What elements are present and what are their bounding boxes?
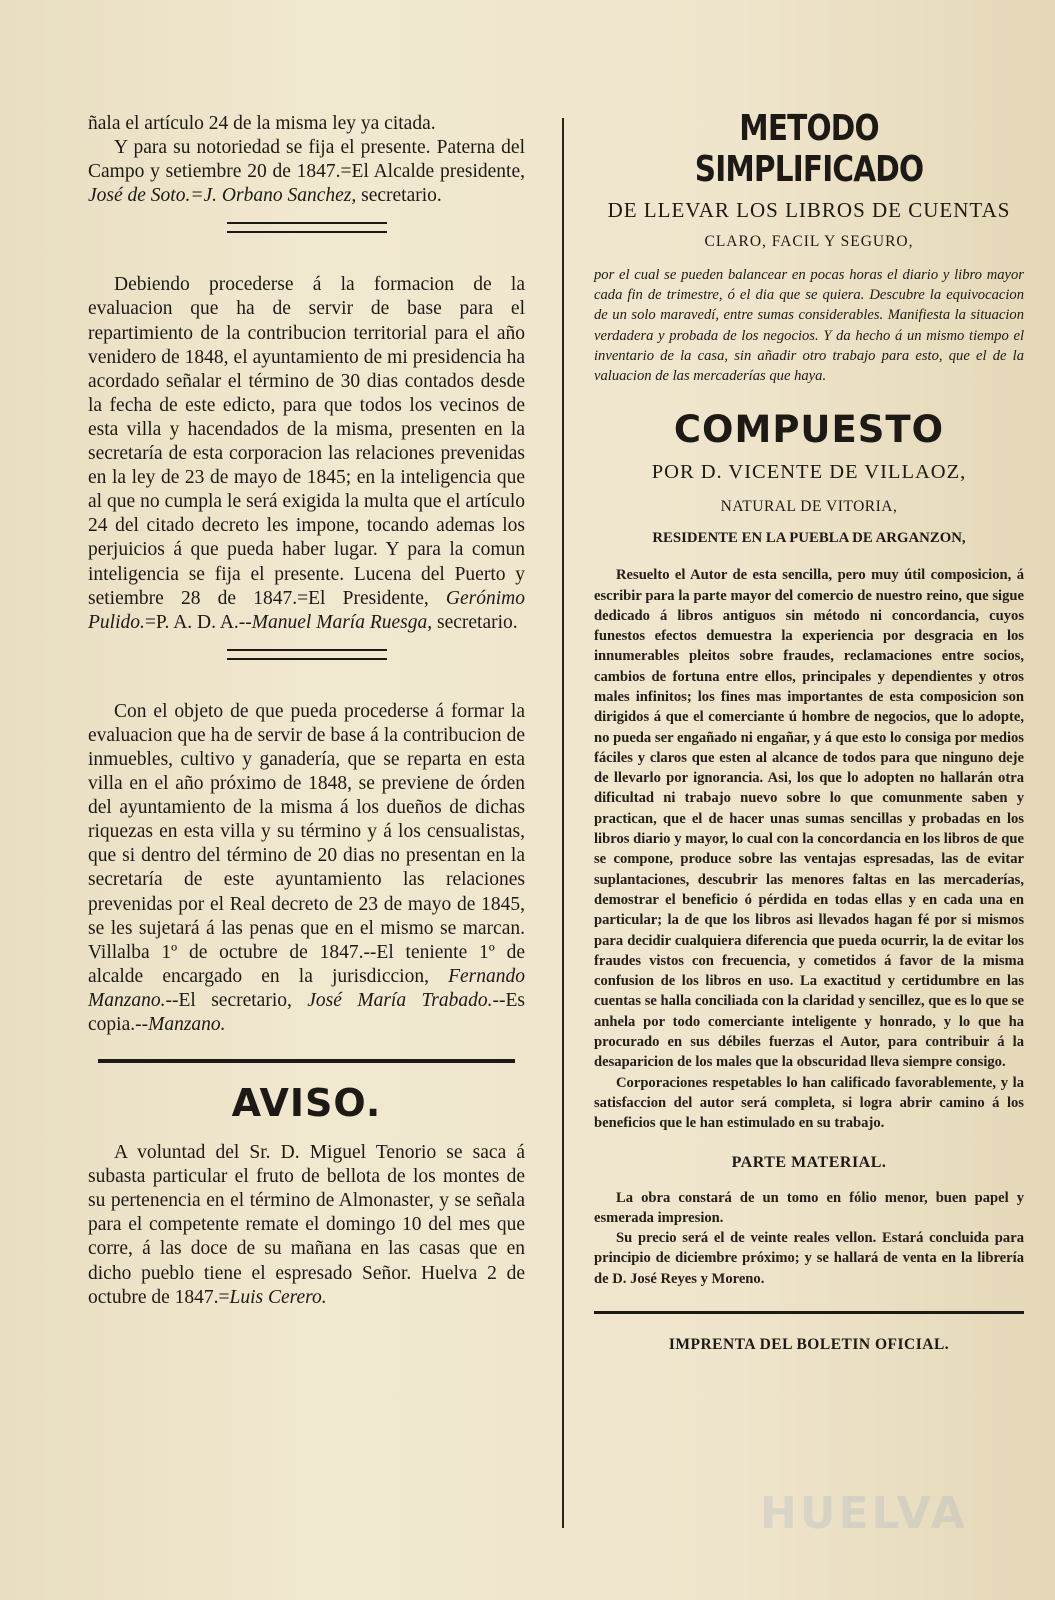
notice-text: secretario. (356, 185, 442, 207)
footer-divider (594, 1311, 1024, 1314)
notice-text: --Es copia.-- (88, 989, 525, 1035)
printer-imprint: IMPRENTA DEL BOLETIN OFICIAL. (668, 1336, 950, 1354)
notice-text: secretario. (432, 611, 518, 633)
left-column (88, 112, 525, 1310)
price-text: Su precio será el de veinte reales vellon. Estará concluida para principio de diciembre próximo; y se hallará de venta en la librería de D. José Reyes y Moreno. (594, 1230, 1024, 1287)
notice-text: Debiendo procederse á la formacion de la evaluacion que ha de servir de base para el repartimiento de la contribucion territorial para el año venidero de 1848, el ayuntamiento de mi presidencia ha acordado señalar el término de 30 dias contados desde la fecha de este edicto, para que todos los vecinos de esta villa y hacendados de la misma, presenten en la secretaría de esta corporacion las relaciones prevenidas en la ley de 23 de mayo de 1845; en la inteligencia que al que no cumpla le será exigida la multa que el artículo 24 del citado decreto les impone, tocando ademas los perjuicios á que pueda haber lugar. Y para la comun inteligencia se fija el presente. Lucena del Puerto y setiembre 28 de 1847.=El Presidente, (88, 274, 525, 609)
author-line: POR D. VICENTE DE VILLAOZ, (651, 461, 967, 484)
watermark: HUELVA (760, 1488, 968, 1539)
compuesto-heading: COMPUESTO (673, 408, 945, 452)
signatory-name: Manuel María Ruesga, (251, 611, 433, 633)
section-divider (227, 649, 387, 660)
advert-description: por el cual se pueden balancear en pocas horas el diario y libro mayor cada fin de trimestre, ó el dia que se quiera. Descubre la equivocacion de un solo maravedí, entre sumas considerables. Manifiesta la situacion verdadera y probada de los negocios. Y da hecho á un mismo tiempo el inventario de la casa, sin añadir otro trabajo para esto, que el de la valuacion de las mercaderías que haya. (594, 267, 1024, 385)
notice-text: --El secretario, (165, 989, 308, 1011)
advert-body-closing: Corporaciones respetables lo han calificado favorablemente, y la satisfaccion del autor será completa, si logra abrir camino á los beneficios que le han estimulado en su trabajo. (594, 1074, 1024, 1132)
signatory-name: Fernando Manzano. (88, 965, 525, 1011)
advert-title: METODO SIMPLIFICADO (694, 108, 924, 190)
signatory-name: Luis Cerero. (229, 1286, 327, 1308)
signatory-name: José de Soto.=J. Orbano Sanchez, (88, 185, 357, 207)
column-divider (562, 118, 564, 1528)
signatory-name: Manzano. (148, 1014, 226, 1035)
lucena-notice (88, 273, 525, 634)
advert-body: Resuelto el Autor de esta sencilla, pero muy útil composicion, á escribir para la parte mayor del comercio de nuestro reino, que sigue dedicado á libros antiguos sin método ni concordancia, cuyos funestos efectos demuestra la experiencia por desgracia en los innumerables pleitos sobre fraudes, reclamaciones entre socios, cambios de fortuna entre ellos, principales y dependientes y otros males infinitos; los fines mas importantes de esta composicion son dirigidos á que el comerciante ú hombre de negocios, que lo adopte, no pueda ser engañado ni engañar, y á que esto lo consiga por medios fáciles y claros que esten al alcance de todos para que ninguno deje de llevarlo por ignorancia. Asi, los que lo adopten no hallarán otra dificultad ni trabajo nuevo sobre lo que comunmente saben y practican, que el de hacer unas sumas sencillas y probadas en los libros diario y mayor, lo cual con la concordancia en los libros de que se compone, produce sobre las ventajas espresadas, las de evitar suplantaciones, descubrir las menores faltas en las mercaderías, demostrar el beneficio ó pérdida en todas ellas y en cada una en particular; la de que los libros asi llevados hagan fé por si mismos para decidir cualquiera diferencia que pueda ocurrir, la de evitar los fraudes vistos con frecuencia, y cometidos á favor de la misma confusion de los libros en uso. La exactitud y certidumbre en las cuentas se halla conciliada con la claridad y sencillez, que es lo que se anhela por todo comerciante inteligente y honrado, y lo que ha procurado en sus débiles fuerzas el Autor, para contribuir á la desaparicion de los males que la obscuridad lleva siempre consigo. (594, 567, 1024, 1071)
notice-text: Y para su notoriedad se fija el presente. Paterna del Campo y setiembre 20 de 1847.=El Alcalde presidente, (88, 137, 525, 183)
signatory-name: José María Trabado. (307, 989, 493, 1011)
parte-material-heading: PARTE MATERIAL. (731, 1153, 887, 1171)
author-origin: NATURAL DE VITORIA, (720, 498, 898, 516)
advert-subtitle: DE LLEVAR LOS LIBROS DE CUENTAS (607, 198, 1011, 222)
parte-material-text: La obra constará de un tomo en fólio menor, buen papel y esmerada impresion. (594, 1189, 1024, 1226)
right-column (594, 108, 1024, 1354)
author-residence: RESIDENTE EN LA PUEBLA DE ARGANZON, (652, 530, 966, 547)
aviso-text (88, 1141, 525, 1310)
aviso-heading: AVISO. (231, 1081, 382, 1126)
villalba-notice (88, 700, 525, 1037)
paragraph-continuation: ñala el artículo 24 de la misma ley ya citada. (88, 113, 436, 134)
advert-subtitle-secondary: CLARO, FACIL Y SEGURO, (704, 233, 914, 250)
paterna-notice (88, 136, 525, 208)
signatory-name: Gerónimo Pulido. (88, 587, 525, 633)
section-divider (227, 222, 387, 233)
notice-text: =P. A. D. A.-- (144, 611, 252, 633)
notice-text: Con el objeto de que pueda procederse á formar la evaluacion que ha de servir de base á la contribucion de inmuebles, cultivo y ganadería, que se reparta en esta villa en el año próximo de 1848, se previene de órden del ayuntamiento de la misma á los dueños de dichas riquezas en esta villa y su término y á los censualistas, que si dentro del término de 20 dias no presentan en la secretaría de este ayuntamiento las relaciones prevenidas por el Real decreto de 23 de mayo de 1845, se les sujetará á las penas que en el mismo se marcan. Villalba 1º de octubre de 1847.--El teniente 1º de alcalde encargado en la jurisdiccion, (88, 700, 525, 987)
thick-divider (98, 1059, 515, 1063)
notice-text: A voluntad del Sr. D. Miguel Tenorio se saca á subasta particular el fruto de bellota de los montes de su pertenencia en el término de Almonaster, y se señala para el competente remate el domingo 10 del mes que corre, á las doce de su mañana en las casas que en dicho pueblo tiene el espresado Señor. Huelva 2 de octubre de 1847.= (88, 1142, 525, 1308)
